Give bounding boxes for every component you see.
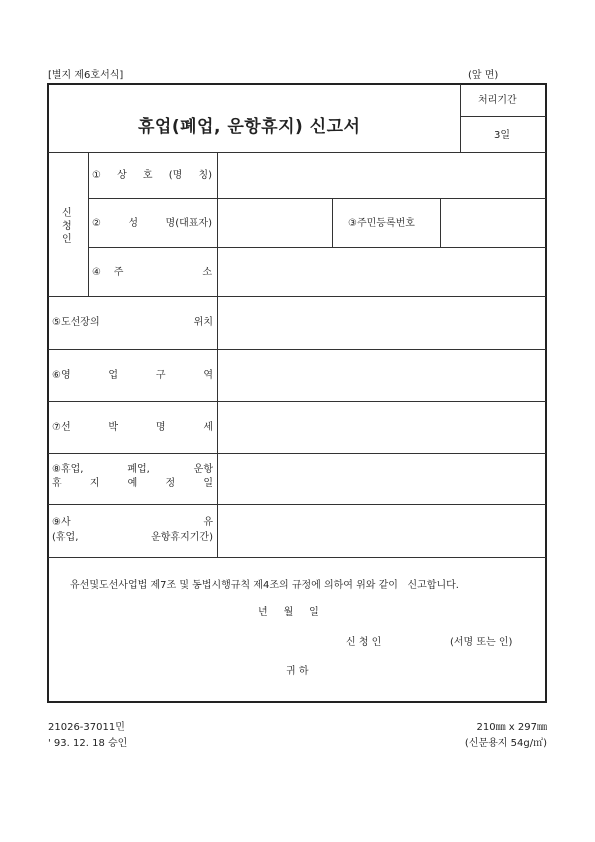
representative-name-field[interactable] [218, 199, 332, 247]
address-field[interactable] [218, 248, 546, 296]
applicant-group-label-3: 인 [62, 234, 72, 245]
label-scheduled-date-line2: 휴 지 예 정 일 [52, 478, 213, 489]
signer-label: 신 청 인 [346, 637, 382, 648]
paper-size: 210㎜ x 297㎜ [476, 722, 547, 733]
business-area-field[interactable] [218, 350, 546, 401]
declaration-statement: 유선및도선사업법 제7조 및 동법시행규칙 제4조의 규정에 의하여 위와 같이 신고합니다. [70, 580, 459, 591]
label-reason-line1: ⑨사 유 [52, 517, 213, 528]
processing-period-value: 3일 [494, 130, 511, 141]
applicant-group-label-1: 신 [62, 208, 72, 219]
date-line: 년 월 일 [258, 607, 319, 618]
label-business-area: ⑥영 업 구 역 [52, 370, 213, 381]
resident-number-field[interactable] [441, 199, 546, 247]
label-vessel-details: ⑦선 박 명 세 [52, 422, 213, 433]
label-resident-number: ③주민등록번호 [348, 218, 415, 229]
recipient-label: 귀 하 [286, 666, 309, 677]
ferry-location-field[interactable] [218, 297, 546, 349]
reason-field[interactable] [218, 505, 546, 557]
scheduled-date-field[interactable] [218, 454, 546, 504]
vessel-details-field[interactable] [218, 402, 546, 453]
label-address: ④ 주 소 [92, 267, 212, 278]
processing-period-label: 처리기간 [478, 95, 517, 106]
page-side-label: (앞 면) [468, 70, 499, 81]
form-code: 21026-37011민 [48, 722, 125, 733]
label-business-name: ① 상 호 (명 칭) [92, 170, 212, 181]
applicant-group-label-2: 청 [62, 221, 72, 232]
form-number: [별지 제6호서식] [48, 70, 124, 81]
business-name-field[interactable] [218, 153, 546, 198]
label-representative-name: ② 성 명(대표자) [92, 218, 212, 229]
signature-label: (서명 또는 인) [450, 637, 513, 648]
paper-type: (신문용지 54g/㎡) [464, 738, 547, 749]
label-ferry-location: ⑤도선장의 위치 [52, 317, 213, 328]
approval-date: ' 93. 12. 18 승인 [48, 738, 128, 749]
label-reason-line2: (휴업, 운항휴지기간) [52, 532, 213, 543]
form-title: 휴업(폐업, 운항휴지) 신고서 [138, 117, 361, 137]
label-scheduled-date-line1: ⑧휴업, 폐업, 운항 [52, 464, 213, 475]
